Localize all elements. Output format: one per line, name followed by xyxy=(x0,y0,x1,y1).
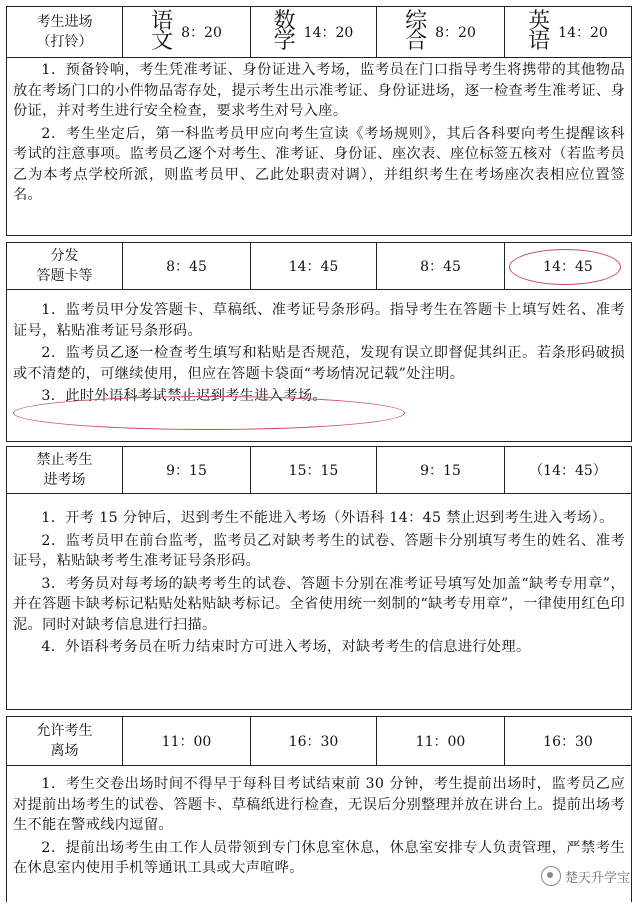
paragraph: 3．考务员对每考场的缺考考生的试卷、答题卡分别在准考证号填写处加盖“缺考专用章”，并在答题卡缺考标记粘贴处粘贴缺考标记。全省使用统一刻制的“缺考专用章”，一律使用红色印泥。同时对缺考信息进行扫描。 xyxy=(13,575,625,633)
section-4-header-row xyxy=(6,716,632,766)
time-cell xyxy=(377,243,505,289)
time-value: 8：20 xyxy=(181,25,222,41)
time-cell xyxy=(251,717,377,765)
watermark-text: 楚天升学宝 xyxy=(564,870,630,886)
paragraph: 1．开考 15 分钟后，迟到考生不能进入考场（外语科 14：45 禁止迟到考生进入考场）。 xyxy=(41,510,614,526)
time-value: 14：45 xyxy=(288,259,339,275)
stage-label-line: 考生进场 xyxy=(36,14,93,30)
stage-label-line: 进考场 xyxy=(43,472,86,488)
subject-label: 英语 xyxy=(528,9,551,54)
highlight-ellipse xyxy=(509,249,621,285)
time-value: 15：15 xyxy=(288,463,339,479)
time-value: 8：45 xyxy=(420,259,461,275)
time-cell xyxy=(377,447,505,493)
stage-label xyxy=(7,717,123,765)
stage-label-line: 禁止考生 xyxy=(36,452,93,468)
paragraph: 1．监考员甲分发答题卡、草稿纸、准考证号条形码。指导考生在答题卡上填写姓名、准考证号，粘贴准考证号条形码。 xyxy=(13,302,625,339)
stage-label-line: 答题卡等 xyxy=(36,268,93,284)
stage-label xyxy=(7,243,123,289)
paragraph: 2．监考员乙逐一检查考生填写和粘贴是否规范，发现有误立即督促其纠正。若条形码破损或不清楚的，可继续使用，但应在答题卡袋面“考场情况记载”处注明。 xyxy=(13,345,625,382)
time-value: 16：30 xyxy=(288,734,339,750)
time-cell xyxy=(251,243,377,289)
paragraph: 1．考生交卷出场时间不得早于每科目考试结束前 30 分钟，考生提前出场时，监考员乙应对提前出场考生的试卷、答题卡、草稿纸进行检查，无误后分别整理并放在讲台上。提前出场考生不能在警戒线内逗留。 xyxy=(13,776,625,833)
section-4-body xyxy=(6,766,632,902)
time-cell xyxy=(377,717,505,765)
time-value: 8：20 xyxy=(435,25,476,41)
time-value: 16：30 xyxy=(543,734,593,750)
time-cell xyxy=(123,447,251,493)
stage-label-line: （打铃） xyxy=(36,34,93,50)
time-value: 14：45 xyxy=(543,259,593,275)
stage-label xyxy=(7,447,123,493)
time-value: 9：15 xyxy=(420,463,461,479)
watermark-logo-icon xyxy=(541,866,561,886)
stage-label-line: 离场 xyxy=(50,743,79,759)
section-3-body xyxy=(6,494,632,710)
paragraph: 2．考生坐定后，第一科监考员甲应向考生宣读《考场规则》，其后各科要向考生提醒该科考试的注意事项。监考员乙逐个对考生、准考证、身份证、座次表、座位标签五核对（若监考员乙为本考点学校所派，则监考员甲、乙此处职责对调），并组织考生在考场座次表相应位置签名。 xyxy=(13,125,625,203)
stage-label-line: 允许考生 xyxy=(36,723,93,739)
time-cell xyxy=(123,243,251,289)
paragraph: 2．提前出场考生由工作人员带领到专门休息室休息，休息室安排专人负责管理，严禁考生在休息室内使用手机等通讯工具或大声喧哗。 xyxy=(13,839,625,876)
section-2-header-row xyxy=(6,242,632,290)
section-1-body xyxy=(6,58,632,236)
section-3-header-row xyxy=(6,446,632,494)
time-value: 11：00 xyxy=(415,734,466,750)
time-cell xyxy=(123,717,251,765)
time-value: 14：20 xyxy=(303,25,354,41)
time-cell xyxy=(251,7,377,57)
subject-label: 语文 xyxy=(151,9,174,54)
time-value: 9：15 xyxy=(166,463,207,479)
time-value: （14：45） xyxy=(529,463,607,479)
subject-label: 数学 xyxy=(273,9,296,54)
subject-label: 综合 xyxy=(405,9,428,54)
watermark xyxy=(541,866,630,886)
time-value: 8：45 xyxy=(166,259,207,275)
paragraph: 2．监考员甲在前台监考，监考员乙对缺考考生的试卷、答题卡分别填写考生的姓名、准考证号，粘贴缺考考生准考证号条形码。 xyxy=(13,532,625,569)
time-cell xyxy=(505,717,631,765)
stage-label xyxy=(7,7,123,57)
time-value: 14：20 xyxy=(558,25,608,41)
time-cell xyxy=(505,7,631,57)
time-cell xyxy=(505,243,631,289)
time-cell xyxy=(123,7,251,57)
time-cell xyxy=(251,447,377,493)
time-cell xyxy=(505,447,631,493)
section-1-header-row xyxy=(6,6,632,58)
time-cell xyxy=(377,7,505,57)
stage-label-line: 分发 xyxy=(50,248,79,264)
paragraph: 1．预备铃响，考生凭准考证、身份证进入考场，监考员在门口指导考生将携带的其他物品放在考场门口的小件物品寄存处，提示考生出示准考证、身份证进场，逐一检查考生准考证、身份证，并对考生进行安全检查，要求考生对号入座。 xyxy=(13,62,625,119)
paragraph: 3．此时外语科考试禁止迟到考生进入考场。 xyxy=(41,388,327,404)
section-2-body xyxy=(6,290,632,442)
time-value: 11：00 xyxy=(161,734,212,750)
paragraph: 4．外语科考务员在听力结束时方可进入考场，对缺考考生的信息进行处理。 xyxy=(41,639,531,655)
highlight-ellipse xyxy=(13,396,405,430)
